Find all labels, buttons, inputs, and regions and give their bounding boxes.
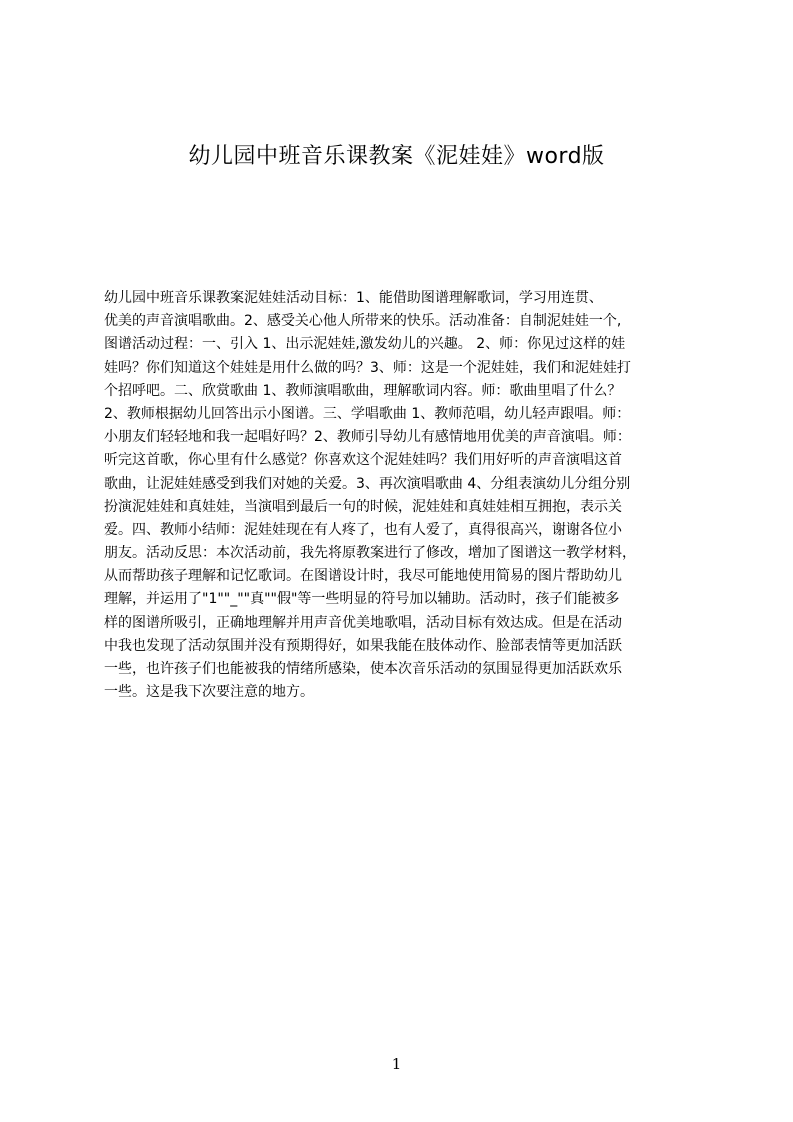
- body-line: 一些，也许孩子们也能被我的情绪所感染，使本次音乐活动的氛围显得更加活跃欢乐: [104, 661, 622, 677]
- body-line: 优美的声音演唱歌曲。2、感受关心他人所带来的快乐。活动准备：自制泥娃娃一个,: [104, 313, 622, 330]
- body-line: 幼儿园中班音乐课教案泥娃娃活动目标：1、能借助图谱理解歌词，学习用连贯、: [104, 290, 603, 306]
- body-line: 图谱活动过程：一、引入 1、出示泥娃娃,激发幼儿的兴趣。 2、师：你见过这样的娃: [104, 336, 626, 353]
- page-number: 1: [391, 1055, 402, 1073]
- body-line: 一些。这是我下次要注意的地方。: [104, 684, 314, 701]
- document-title: 幼儿园中班音乐课教案《泥娃娃》word版: [188, 144, 605, 169]
- body-line: 理解，并运用了"1""_""真""假"等一些明显的符号加以辅助。活动时，孩子们能被多: [104, 591, 620, 608]
- body-line: 娃吗？你们知道这个娃娃是用什么做的吗？3、师：这是一个泥娃娃，我们和泥娃娃打: [104, 359, 631, 376]
- body-line: 朋友。活动反思：本次活动前，我先将原教案进行了修改，增加了图谱这一教学材料，: [104, 545, 636, 562]
- body-line: 爱。四、教师小结师：泥娃娃现在有人疼了，也有人爱了，真得很高兴，谢谢各位小: [104, 521, 622, 538]
- body-line: 个招呼吧。二、欣赏歌曲 1、教师演唱歌曲，理解歌词内容。师：歌曲里唱了什么？: [104, 382, 622, 399]
- document-body: [104, 287, 697, 704]
- body-line: 小朋友们轻轻地和我一起唱好吗？2、教师引导幼儿有感情地用优美的声音演唱。师：: [104, 429, 631, 446]
- body-line: 样的图谱所吸引，正确地理解并用声音优美地歌唱，活动目标有效达成。但是在活动: [104, 614, 622, 631]
- body-line: 从而帮助孩子理解和记忆歌词。在图谱设计时，我尽可能地使用简易的图片帮助幼儿: [104, 568, 622, 585]
- body-line: 扮演泥娃娃和真娃娃，当演唱到最后一句的时候，泥娃娃和真娃娃相互拥抱，表示关: [104, 498, 622, 515]
- body-line: 中我也发现了活动氛围并没有预期得好，如果我能在肢体动作、脸部表情等更加活跃: [104, 637, 622, 654]
- body-line: 2、教师根据幼儿回答出示小图谱。三、学唱歌曲 1、教师范唱，幼儿轻声跟唱。师：: [104, 405, 631, 422]
- body-line: 歌曲，让泥娃娃感受到我们对她的关爱。3、再次演唱歌曲 4、分组表演幼儿分组分别: [104, 475, 631, 492]
- body-line: 听完这首歌，你心里有什么感觉？你喜欢这个泥娃娃吗？我们用好听的声音演唱这首: [104, 452, 622, 469]
